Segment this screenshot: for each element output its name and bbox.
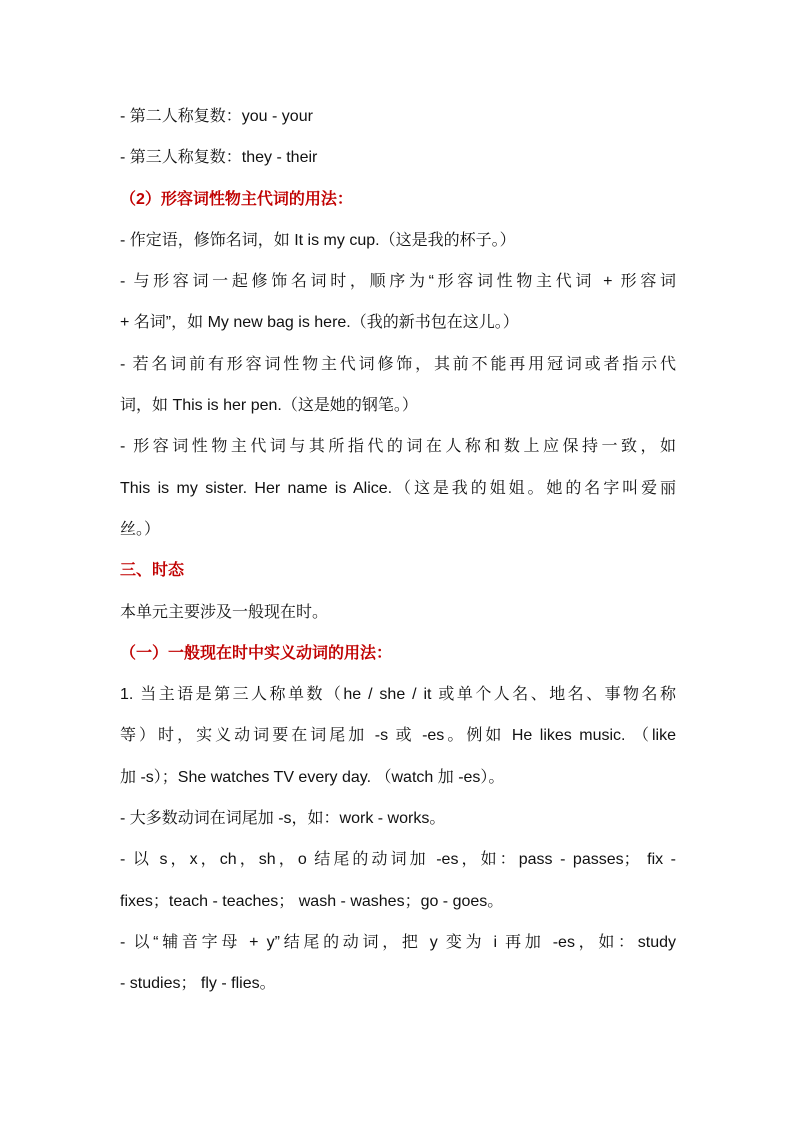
text-line-rule-s: - 大多数动词在词尾加 -s，如：work - works。 xyxy=(120,810,446,828)
text-line-third-person-3: 加 -s）；She watches TV every day. （watch 加 -es）。 xyxy=(120,768,505,786)
text-line-pronoun-you: - 第二人称复数：you - your xyxy=(120,108,313,125)
text-line-agreement-1: - 形容词性物主代词与其所指代的词在人称和数上应保持一致，如 xyxy=(120,438,676,456)
text-line-rule-y-2: - studies； fly - flies。 xyxy=(120,975,276,993)
text-line-tense-intro: 本单元主要涉及一般现在时。 xyxy=(120,603,329,621)
text-line-agreement-2: This is my sister. Her name is Alice.（这是我的姐姐。她的名字叫爱丽 xyxy=(120,479,676,497)
document-page xyxy=(120,96,676,1005)
text-line-attributive: - 作定语，修饰名词，如 It is my cup.（这是我的杯子。） xyxy=(120,231,516,249)
text-line-pronoun-they: - 第三人称复数：they - their xyxy=(120,149,318,167)
text-line-third-person-2: 等）时，实义动词要在词尾加 -s 或 -es。例如 He likes music. （like xyxy=(120,727,676,745)
text-line-rule-es-1: - 以 s，x，ch，sh，o 结尾的动词加 -es，如：pass - passes； fix - xyxy=(120,851,676,869)
section-heading-adjective-possessive: （2）形容词性物主代词的用法： xyxy=(120,190,353,208)
text-line-third-person-1: 1. 当主语是第三人称单数（he / she / it 或单个人名、地名、事物名称 xyxy=(120,686,676,704)
text-line-rule-y-1: - 以“辅音字母 + y”结尾的动词，把 y 变为 i 再加 -es，如：study xyxy=(120,933,676,951)
section-heading-tense: 三、时态 xyxy=(120,562,185,580)
text-line-order-1: - 与形容词一起修饰名词时，顺序为“形容词性物主代词 + 形容词 xyxy=(120,273,676,291)
section-heading-present-simple: （一）一般现在时中实义动词的用法： xyxy=(120,644,393,662)
text-line-order-2: + 名词”，如 My new bag is here.（我的新书包在这儿。） xyxy=(120,314,519,332)
text-line-article-1: - 若名词前有形容词性物主代词修饰，其前不能再用冠词或者指示代 xyxy=(120,355,676,373)
text-line-rule-es-2: fixes；teach - teaches； wash - washes；go - goes。 xyxy=(120,892,504,910)
text-line-agreement-3: 丝。） xyxy=(120,520,161,538)
text-line-article-2: 词，如 This is her pen.（这是她的钢笔。） xyxy=(120,397,418,415)
